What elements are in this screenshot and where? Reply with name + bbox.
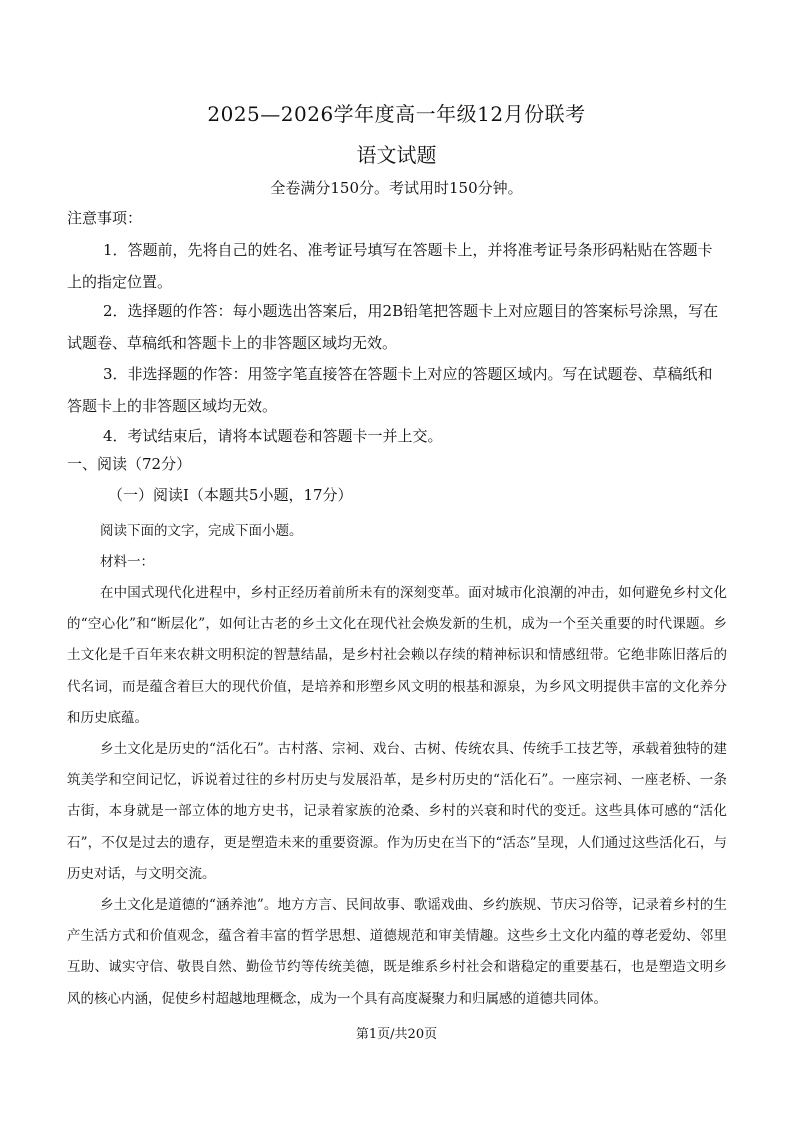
note-item-4: 4．考试结束后，请将本试题卷和答题卡一并上交。 [103, 427, 443, 445]
subsection-heading: （一）阅读Ⅰ（本题共5小题，17分） [108, 486, 353, 504]
section-heading: 一、阅读（72分） [67, 455, 192, 473]
body-paragraph: 在中国式现代化进程中，乡村正经历着前所未有的深刻变革。面对城市化浪潮的冲击，如何避免乡村文化的“空心化”和“断层化”，如何让古老的乡土文化在现代社会焕发新的生机，成为一个至关重要的时代课题。乡土文化是千百年来农耕文明积淀的智慧结晶，是乡村社会赖以存续的精神标识和情感纽带。它绝非陈旧落后的代名词，而是蕴含着巨大的现代价值，是培养和形塑乡风文明的根基和源泉，为乡风文明提供丰富的文化养分和历史底蕴。 [67, 585, 727, 726]
exam-title: 2025—2026学年度高一年级12月份联考 [207, 102, 586, 126]
body-paragraph: 乡土文化是历史的“活化石”。古村落、宗祠、戏台、古树、传统农具、传统手工技艺等，承载着独特的建筑美学和空间记忆，诉说着过往的乡村历史与发展沿革，是乡村历史的“活化石”。一座宗祠、一座老桥、一条古街，本身就是一部立体的地方史书，记录着家族的沧桑、乡村的兴衰和时代的变迁。这些具体可感的“活化石”，不仅是过去的遗存，更是塑造未来的重要资源。作为历史在当下的“活态”呈现，人们通过这些活化石，与历史对话，与文明交流。 [67, 741, 727, 882]
page-footer: 第1页/共20页 [355, 1027, 438, 1042]
note-item-1: 1．答题前，先将自己的姓名、准考证号填写在答题卡上，并将准考证号条形码粘贴在答题卡上的指定位置。 [67, 241, 713, 291]
exam-subtitle: 语文试题 [356, 143, 437, 167]
score-line: 全卷满分150分。考试用时150分钟。 [270, 179, 523, 197]
material-label: 材料一： [100, 554, 154, 570]
body-paragraph: 乡土文化是道德的“涵养池”。地方方言、民间故事、歌谣戏曲、乡约族规、节庆习俗等，记录着乡村的生产生活方式和价值观念，蕴含着丰富的哲学思想、道德规范和审美情趣。这些乡土文化内蕴的尊老爱幼、邻里互助、诚实守信、敬畏自然、勤俭节约等传统美德，既是维系乡村社会和谐稳定的重要基石，也是塑造文明乡风的核心内涵，促使乡村超越地理概念，成为一个具有高度凝聚力和归属感的道德共同体。 [67, 897, 727, 1007]
notes-heading: 注意事项： [67, 209, 143, 227]
note-item-3: 3．非选择题的作答：用签字笔直接答在答题卡上对应的答题区域内。写在试题卷、草稿纸和答题卡上的非答题区域均无效。 [67, 365, 713, 415]
note-item-2: 2．选择题的作答：每小题选出答案后，用2B铅笔把答题卡上对应题目的答案标号涂黑，写在试题卷、草稿纸和答题卡上的非答题区域均无效。 [67, 302, 719, 352]
reading-instruction: 阅读下面的文字，完成下面小题。 [100, 523, 303, 539]
